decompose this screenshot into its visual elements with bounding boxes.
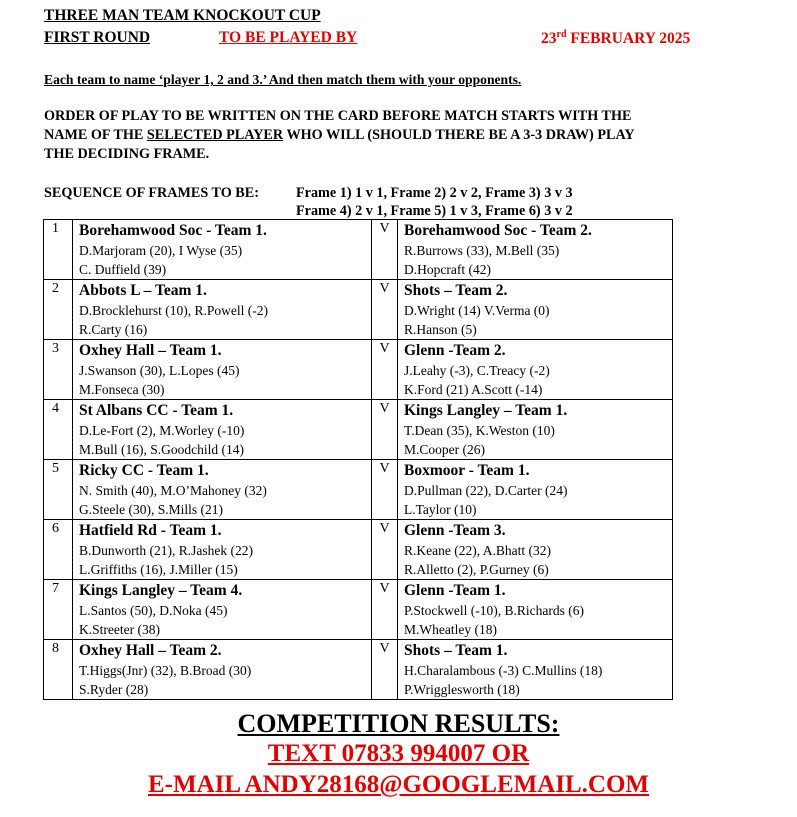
home-team-cell bbox=[73, 520, 372, 580]
fixture-number: 2 bbox=[44, 280, 73, 340]
away-team-cell bbox=[398, 400, 673, 460]
fixture-number: 6 bbox=[44, 520, 73, 580]
away-team-name: Glenn -Team 1. bbox=[404, 582, 506, 599]
results-heading: COMPETITION RESULTS: bbox=[237, 709, 560, 738]
away-team-name: Kings Langley – Team 1. bbox=[404, 402, 568, 419]
away-players-line-1: J.Leahy (-3), C.Treacy (-2) bbox=[404, 363, 550, 378]
instruction-order: ORDER OF PLAY TO BE WRITTEN ON THE CARD BEFORE MATCH STARTS WITH THE NAME OF THE SELECTED PLAYER WHO WILL (SHOULD THERE BE A 3-3 DRAW) PLAY THE DECIDING FRAME. bbox=[44, 108, 635, 162]
away-players-line-1: D.Wright (14) V.Verma (0) bbox=[404, 303, 550, 318]
fixture-row bbox=[44, 400, 673, 460]
results-email: E-MAIL ANDY28168@GOOGLEMAIL.COM bbox=[147, 771, 650, 798]
versus-label: V bbox=[372, 280, 398, 340]
versus-label: V bbox=[372, 220, 398, 280]
home-players-line-1: L.Santos (50), D.Noka (45) bbox=[79, 603, 228, 618]
home-team-cell bbox=[73, 400, 372, 460]
away-players-line-2: R.Hanson (5) bbox=[404, 322, 477, 337]
home-team-cell bbox=[73, 580, 372, 640]
home-players-line-1: D.Le-Fort (2), M.Worley (-10) bbox=[79, 423, 245, 438]
home-team-cell bbox=[73, 220, 372, 280]
versus-label: V bbox=[372, 640, 398, 700]
away-players-line-2: L.Taylor (10) bbox=[404, 502, 477, 517]
away-team-name: Glenn -Team 2. bbox=[404, 342, 506, 359]
instruction-naming: Each team to name ‘player 1, 2 and 3.’ And then match them with your opponents. bbox=[44, 72, 522, 87]
versus-label: V bbox=[372, 460, 398, 520]
home-team-cell bbox=[73, 640, 372, 700]
home-team-name: St Albans CC - Team 1. bbox=[79, 402, 234, 419]
home-players-line-1: T.Higgs(Jnr) (32), B.Broad (30) bbox=[79, 663, 252, 678]
away-players-line-1: D.Pullman (22), D.Carter (24) bbox=[404, 483, 568, 498]
results-text-number: TEXT 07833 994007 OR bbox=[267, 740, 530, 767]
away-team-cell bbox=[398, 460, 673, 520]
away-team-name: Shots – Team 1. bbox=[404, 642, 508, 659]
home-team-name: Borehamwood Soc - Team 1. bbox=[79, 222, 267, 239]
away-team-name: Boxmoor - Team 1. bbox=[404, 462, 530, 479]
fixture-number: 8 bbox=[44, 640, 73, 700]
home-team-name: Hatfield Rd - Team 1. bbox=[79, 522, 222, 539]
away-players-line-2: P.Wrigglesworth (18) bbox=[404, 682, 520, 697]
fixture-number: 3 bbox=[44, 340, 73, 400]
home-team-name: Oxhey Hall – Team 2. bbox=[79, 642, 222, 659]
fixtures-table bbox=[43, 219, 673, 700]
away-team-cell bbox=[398, 340, 673, 400]
home-players-line-2: R.Carty (16) bbox=[79, 322, 148, 337]
frame-sequence-line-2: Frame 4) 2 v 1, Frame 5) 1 v 3, Frame 6) 3 v 2 bbox=[296, 203, 573, 219]
fixture-row bbox=[44, 340, 673, 400]
home-team-cell bbox=[73, 280, 372, 340]
fixture-row bbox=[44, 280, 673, 340]
away-players-line-1: P.Stockwell (-10), B.Richards (6) bbox=[404, 603, 584, 618]
away-team-cell bbox=[398, 280, 673, 340]
home-players-line-2: K.Streeter (38) bbox=[79, 622, 160, 637]
home-players-line-2: L.Griffiths (16), J.Miller (15) bbox=[79, 562, 238, 577]
home-players-line-1: J.Swanson (30), L.Lopes (45) bbox=[79, 363, 240, 378]
fixture-row bbox=[44, 580, 673, 640]
away-players-line-1: R.Keane (22), A.Bhatt (32) bbox=[404, 543, 551, 558]
away-team-cell bbox=[398, 220, 673, 280]
home-players-line-1: D.Brocklehurst (10), R.Powell (-2) bbox=[79, 303, 268, 318]
deadline-label: TO BE PLAYED BY bbox=[219, 29, 358, 46]
selected-player-text: SELECTED PLAYER bbox=[146, 127, 284, 143]
away-team-cell bbox=[398, 580, 673, 640]
home-players-line-2: S.Ryder (28) bbox=[79, 682, 149, 697]
fixture-number: 4 bbox=[44, 400, 73, 460]
away-players-line-1: H.Charalambous (-3) C.Mullins (18) bbox=[404, 663, 603, 678]
away-players-line-2: D.Hopcraft (42) bbox=[404, 262, 491, 277]
home-team-name: Oxhey Hall – Team 1. bbox=[79, 342, 222, 359]
home-players-line-2: M.Fonseca (30) bbox=[79, 382, 165, 397]
home-team-name: Ricky CC - Team 1. bbox=[79, 462, 209, 479]
away-players-line-2: M.Wheatley (18) bbox=[404, 622, 497, 637]
fixture-number: 7 bbox=[44, 580, 73, 640]
fixture-row bbox=[44, 460, 673, 520]
home-players-line-2: G.Steele (30), S.Mills (21) bbox=[79, 502, 223, 517]
document-title: THREE MAN TEAM KNOCKOUT CUP bbox=[44, 7, 321, 24]
away-players-line-1: R.Burrows (33), M.Bell (35) bbox=[404, 243, 560, 258]
home-team-cell bbox=[73, 460, 372, 520]
home-team-name: Kings Langley – Team 4. bbox=[79, 582, 243, 599]
fixture-row bbox=[44, 220, 673, 280]
home-players-line-1: B.Dunworth (21), R.Jashek (22) bbox=[79, 543, 253, 558]
away-players-line-2: R.Alletto (2), P.Gurney (6) bbox=[404, 562, 549, 577]
away-team-cell bbox=[398, 640, 673, 700]
frame-sequence-label: SEQUENCE OF FRAMES TO BE: bbox=[44, 185, 259, 201]
versus-label: V bbox=[372, 580, 398, 640]
home-team-name: Abbots L – Team 1. bbox=[79, 282, 207, 299]
versus-label: V bbox=[372, 520, 398, 580]
away-players-line-2: M.Cooper (26) bbox=[404, 442, 485, 457]
versus-label: V bbox=[372, 340, 398, 400]
home-players-line-1: N. Smith (40), M.O’Mahoney (32) bbox=[79, 483, 267, 498]
away-players-line-2: K.Ford (21) A.Scott (-14) bbox=[404, 382, 543, 397]
deadline-date: 23rd FEBRUARY 2025 bbox=[541, 29, 691, 48]
home-players-line-1: D.Marjoram (20), I Wyse (35) bbox=[79, 243, 243, 258]
away-team-name: Glenn -Team 3. bbox=[404, 522, 506, 539]
frame-sequence-line-1: Frame 1) 1 v 1, Frame 2) 2 v 2, Frame 3) 3 v 3 bbox=[296, 185, 573, 201]
away-team-name: Shots – Team 2. bbox=[404, 282, 508, 299]
home-players-line-2: C. Duffield (39) bbox=[79, 262, 167, 277]
away-team-name: Borehamwood Soc - Team 2. bbox=[404, 222, 592, 239]
fixture-number: 5 bbox=[44, 460, 73, 520]
fixture-row bbox=[44, 640, 673, 700]
versus-label: V bbox=[372, 400, 398, 460]
fixture-number: 1 bbox=[44, 220, 73, 280]
fixture-row bbox=[44, 520, 673, 580]
away-team-cell bbox=[398, 520, 673, 580]
round-label: FIRST ROUND bbox=[44, 29, 151, 46]
away-players-line-1: T.Dean (35), K.Weston (10) bbox=[404, 423, 555, 438]
home-players-line-2: M.Bull (16), S.Goodchild (14) bbox=[79, 442, 244, 457]
home-team-cell bbox=[73, 340, 372, 400]
